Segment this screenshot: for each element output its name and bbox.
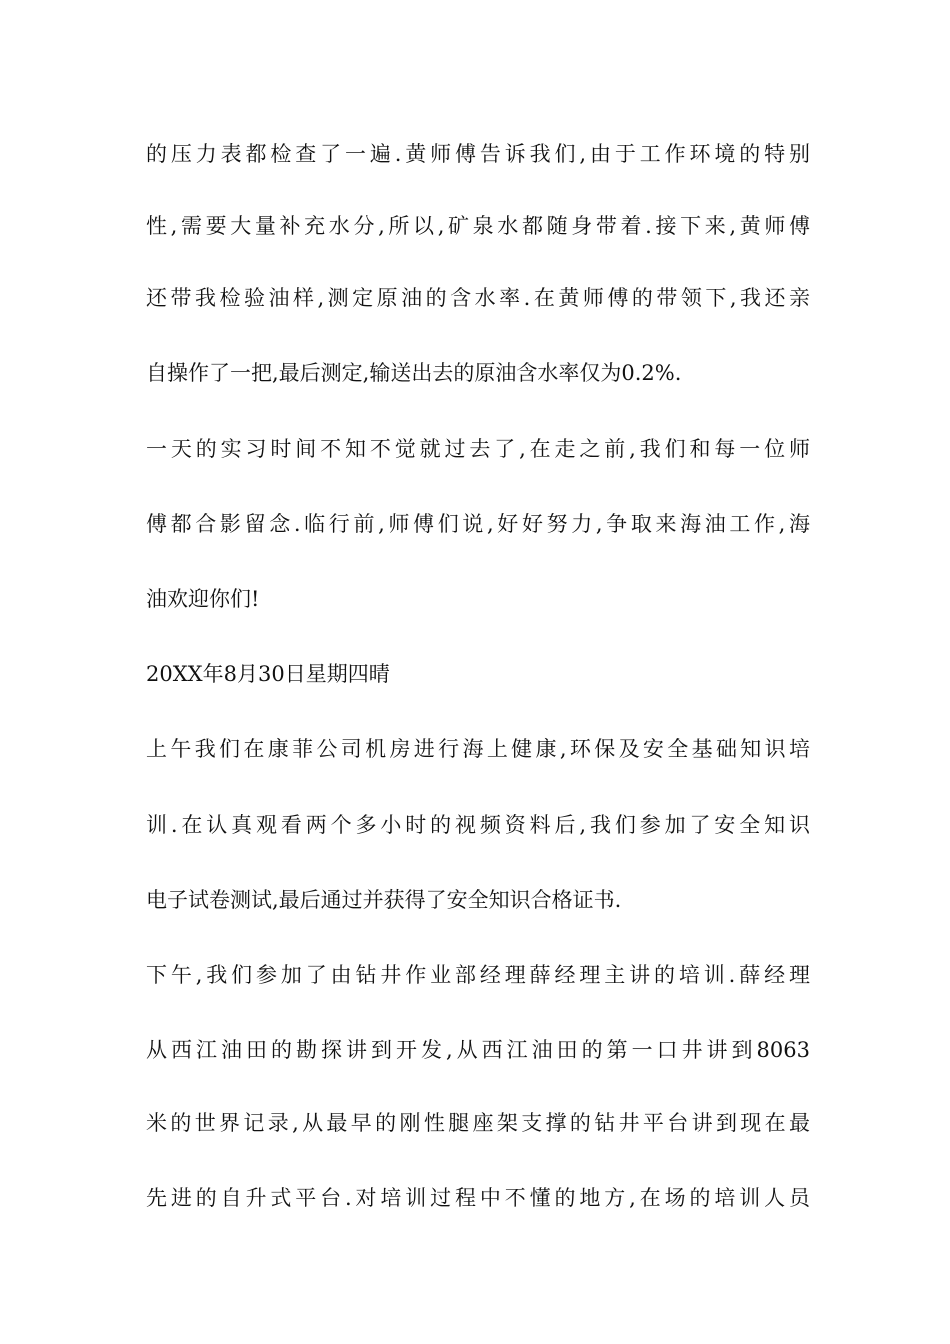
date-heading: 20XX年8月30日星期四晴 bbox=[146, 662, 390, 686]
paragraph-line: 下午,我们参加了由钻井作业部经理薛经理主讲的培训.薛经理 bbox=[146, 963, 810, 987]
paragraph-line: 上午我们在康菲公司机房进行海上健康,环保及安全基础知识培 bbox=[146, 737, 810, 761]
paragraph-line: 自操作了一把,最后测定,输送出去的原油含水率仅为0.2%. bbox=[146, 361, 682, 385]
paragraph-line: 米的世界记录,从最早的刚性腿座架支撑的钻井平台讲到现在最 bbox=[146, 1111, 810, 1135]
paragraph-line: 从西江油田的勘探讲到开发,从西江油田的第一口井讲到8063 bbox=[146, 1038, 810, 1062]
paragraph-line: 性,需要大量补充水分,所以,矿泉水都随身带着.接下来,黄师傅 bbox=[146, 214, 810, 238]
paragraph-line: 傅都合影留念.临行前,师傅们说,好好努力,争取来海油工作,海 bbox=[146, 512, 810, 536]
paragraph-line: 的压力表都检查了一遍.黄师傅告诉我们,由于工作环境的特别 bbox=[146, 142, 810, 166]
paragraph-line: 先进的自升式平台.对培训过程中不懂的地方,在场的培训人员 bbox=[146, 1186, 810, 1210]
paragraph-line: 油欢迎你们! bbox=[146, 587, 260, 611]
paragraph-line: 还带我检验油样,测定原油的含水率.在黄师傅的带领下,我还亲 bbox=[146, 286, 810, 310]
paragraph-line: 训.在认真观看两个多小时的视频资料后,我们参加了安全知识 bbox=[146, 813, 810, 837]
paragraph-line: 一天的实习时间不知不觉就过去了,在走之前,我们和每一位师 bbox=[146, 437, 810, 461]
paragraph-line: 电子试卷测试,最后通过并获得了安全知识合格证书. bbox=[146, 888, 622, 912]
